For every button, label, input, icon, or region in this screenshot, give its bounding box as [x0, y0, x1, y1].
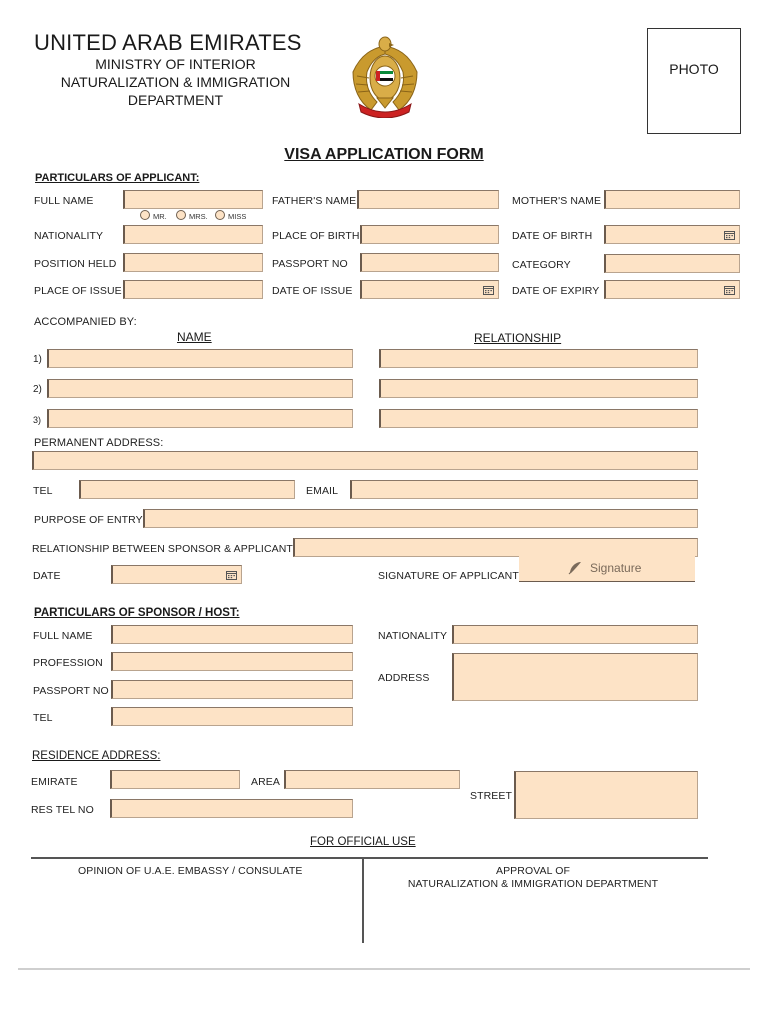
title-radio-mr[interactable]: [140, 210, 150, 220]
full-name-input[interactable]: [123, 190, 263, 209]
signature-button[interactable]: [519, 555, 695, 582]
date-of-issue-input[interactable]: [360, 280, 499, 299]
place-of-birth-input[interactable]: [360, 225, 499, 244]
street-label: STREET: [470, 790, 513, 802]
fathers-name-input[interactable]: [357, 190, 499, 209]
residence-section-title: RESIDENCE ADDRESS:: [32, 750, 161, 762]
title-radio-miss[interactable]: [215, 210, 225, 220]
signature-button-label: Signature: [590, 561, 642, 575]
companion-relationship-input[interactable]: [379, 379, 698, 398]
calendar-icon[interactable]: [724, 230, 735, 240]
applicant-section-title: PARTICULARS OF APPLICANT:: [35, 172, 200, 184]
place-of-issue-input[interactable]: [123, 280, 263, 299]
title-option-mrs: MRS.: [189, 212, 208, 221]
mothers-name-input[interactable]: [604, 190, 740, 209]
position-held-label: POSITION HELD: [34, 258, 117, 270]
date-of-issue-label: DATE OF ISSUE: [272, 285, 353, 297]
purpose-of-entry-label: PURPOSE OF ENTRY: [34, 514, 143, 526]
sponsor-nationality-label: NATIONALITY: [378, 630, 448, 642]
date-input[interactable]: [111, 565, 242, 584]
companion-relationship-input[interactable]: [379, 349, 698, 368]
uae-emblem-icon: [347, 32, 423, 118]
sponsor-tel-label: TEL: [33, 712, 53, 724]
purpose-of-entry-input[interactable]: [143, 509, 698, 528]
sponsor-section-title: PARTICULARS OF SPONSOR / HOST:: [34, 607, 240, 619]
department-line-1: NATURALIZATION & IMMIGRATION: [60, 74, 291, 90]
full-name-label: FULL NAME: [34, 195, 94, 207]
street-input[interactable]: [514, 771, 698, 819]
signature-applicant-label: SIGNATURE OF APPLICANT: [378, 570, 519, 582]
companion-name-input[interactable]: [47, 379, 353, 398]
area-label: AREA: [251, 776, 280, 788]
fathers-name-label: FATHER'S NAME: [272, 195, 357, 207]
sponsor-profession-input[interactable]: [111, 652, 353, 671]
emirate-label: EMIRATE: [31, 776, 78, 788]
nationality-label: NATIONALITY: [34, 230, 104, 242]
nationality-input[interactable]: [123, 225, 263, 244]
date-label: DATE: [33, 570, 61, 582]
permanent-address-label: PERMANENT ADDRESS:: [34, 437, 164, 449]
official-divider-horizontal: [31, 857, 708, 859]
country-title: UNITED ARAB EMIRATES: [34, 30, 302, 55]
sponsor-nationality-input[interactable]: [452, 625, 698, 644]
name-column-header: NAME: [177, 330, 212, 344]
sponsor-relationship-label: RELATIONSHIP BETWEEN SPONSOR & APPLICANT: [32, 543, 293, 555]
photo-box[interactable]: [647, 28, 741, 134]
relationship-column-header: RELATIONSHIP: [474, 331, 562, 345]
companion-name-input[interactable]: [47, 409, 353, 428]
mothers-name-label: MOTHER'S NAME: [512, 195, 602, 207]
place-of-birth-label: PLACE OF BIRTH: [272, 230, 360, 242]
companion-row-number: 3): [33, 415, 42, 425]
form-title: VISA APPLICATION FORM: [284, 146, 484, 163]
embassy-opinion-label: OPINION OF U.A.E. EMBASSY / CONSULATE: [78, 865, 303, 877]
title-option-miss: MISS: [228, 212, 247, 221]
position-held-input[interactable]: [123, 253, 263, 272]
companion-row-number: 1): [33, 354, 42, 365]
feather-pen-icon: [568, 561, 582, 575]
place-of-issue-label: PLACE OF ISSUE: [34, 285, 122, 297]
sponsor-full-name-input[interactable]: [111, 625, 353, 644]
official-use-title: FOR OFFICIAL USE: [310, 836, 416, 848]
accompanied-title: ACCOMPANIED BY:: [34, 316, 137, 328]
permanent-address-input[interactable]: [32, 451, 698, 470]
ministry-line: MINISTRY OF INTERIOR: [95, 56, 256, 72]
companion-row-number: 2): [33, 384, 42, 395]
email-input[interactable]: [350, 480, 698, 499]
sponsor-full-name-label: FULL NAME: [33, 630, 93, 642]
calendar-icon[interactable]: [226, 570, 237, 580]
sponsor-passport-label: PASSPORT NO: [33, 685, 109, 697]
sponsor-passport-input[interactable]: [111, 680, 353, 699]
area-input[interactable]: [284, 770, 460, 789]
calendar-icon[interactable]: [724, 285, 735, 295]
res-tel-input[interactable]: [110, 799, 353, 818]
approval-label-line1: APPROVAL OF: [495, 865, 571, 877]
approval-label-line2: NATURALIZATION & IMMIGRATION DEPARTMENT: [407, 878, 659, 890]
sponsor-address-label: ADDRESS: [378, 672, 430, 684]
res-tel-label: RES TEL NO: [31, 804, 94, 816]
calendar-icon[interactable]: [483, 285, 494, 295]
date-of-expiry-input[interactable]: [604, 280, 740, 299]
date-of-birth-input[interactable]: [604, 225, 740, 244]
category-input[interactable]: [604, 254, 740, 273]
category-label: CATEGORY: [512, 259, 571, 271]
emirate-input[interactable]: [110, 770, 240, 789]
sponsor-tel-input[interactable]: [111, 707, 353, 726]
date-of-expiry-label: DATE OF EXPIRY: [512, 285, 600, 297]
sponsor-address-input[interactable]: [452, 653, 698, 701]
companion-name-input[interactable]: [47, 349, 353, 368]
page-bottom-divider: [18, 968, 750, 970]
companion-relationship-input[interactable]: [379, 409, 698, 428]
title-radio-mrs[interactable]: [176, 210, 186, 220]
passport-no-input[interactable]: [360, 253, 499, 272]
tel-input[interactable]: [79, 480, 295, 499]
email-label: EMAIL: [306, 485, 339, 497]
title-option-mr: MR.: [153, 212, 167, 221]
department-line-2: DEPARTMENT: [127, 92, 224, 108]
passport-no-label: PASSPORT NO: [272, 258, 348, 270]
tel-label: TEL: [33, 485, 53, 497]
photo-label: PHOTO: [669, 61, 719, 77]
sponsor-profession-label: PROFESSION: [33, 657, 103, 669]
date-of-birth-label: DATE OF BIRTH: [512, 230, 593, 242]
